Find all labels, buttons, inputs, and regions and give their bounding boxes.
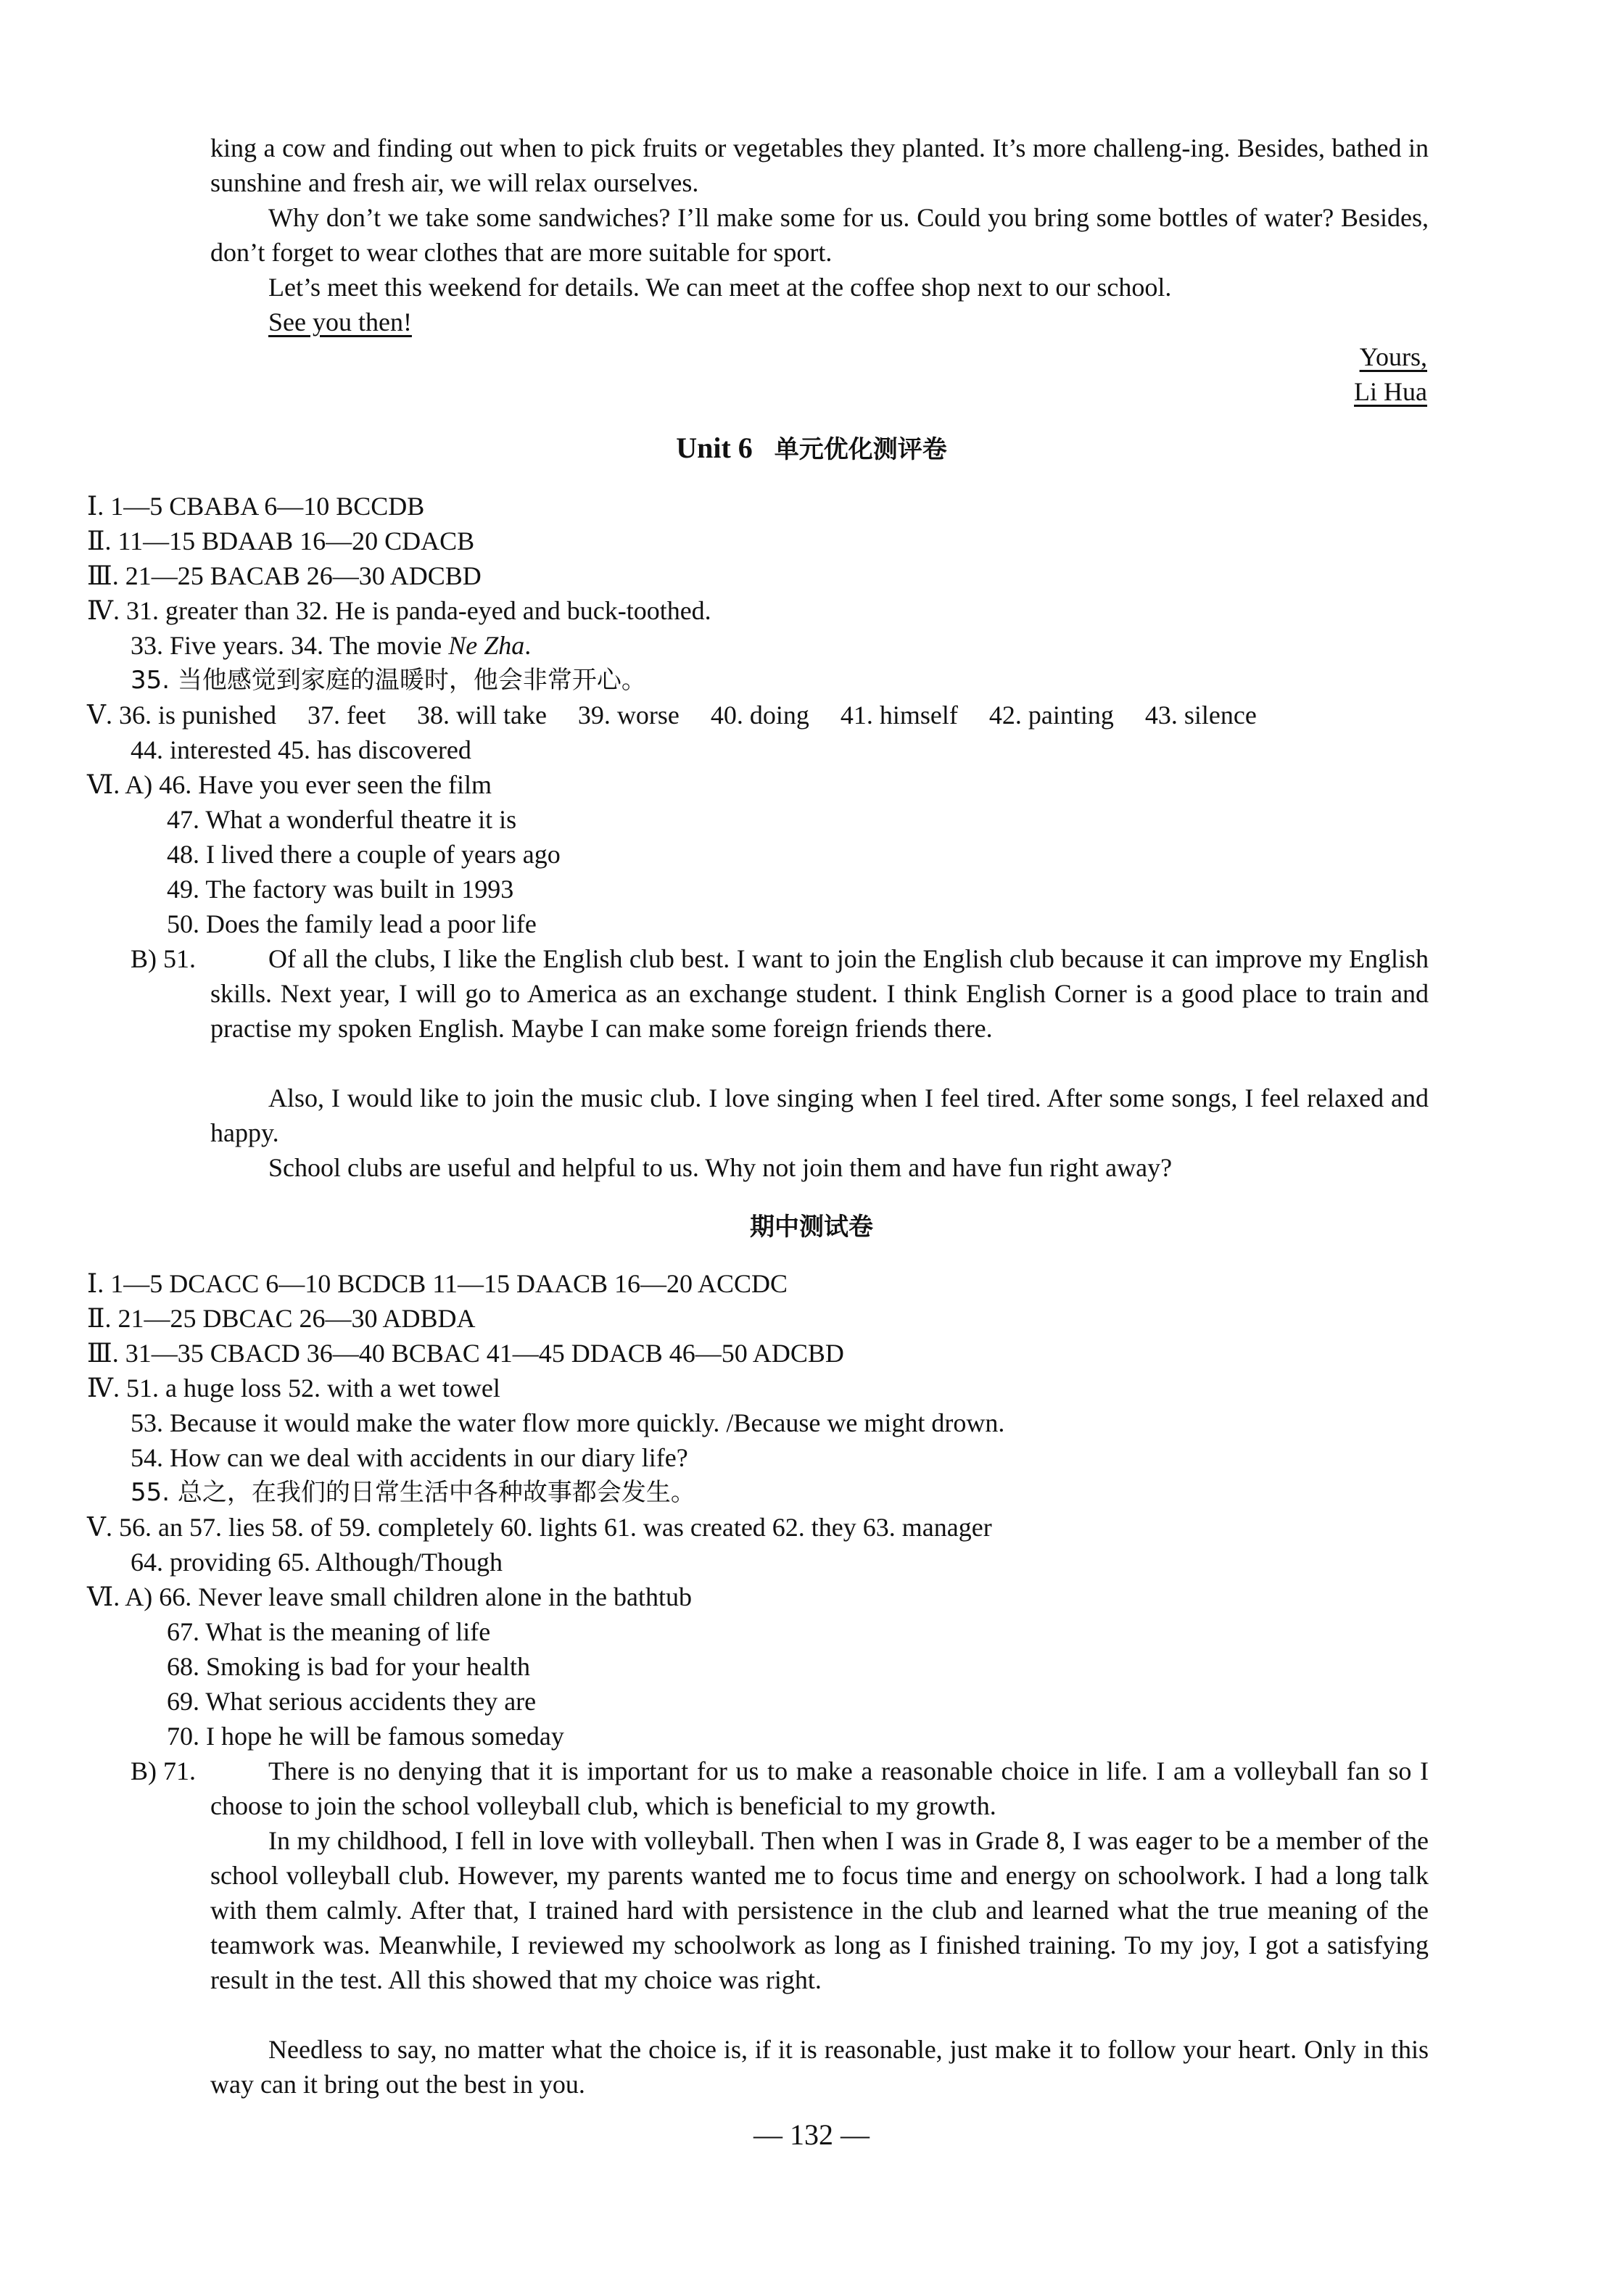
midterm-section-1: Ⅰ. 1—5 DCACC 6—10 BCDCB 11—15 DAACB 16—20 ACCDC <box>87 1269 788 1298</box>
midterm-section-2: Ⅱ. 21—25 DBCAC 26—30 ADBDA <box>87 1304 476 1333</box>
unit6-essay-paragraph-2: Also, I would like to join the music club. I love singing when I feel tired. After some songs, I feel relaxed and happy. <box>210 1083 1429 1147</box>
midterm-section-6a-66: Ⅵ. A) 66. Never leave small children alone in the bathtub <box>87 1582 692 1611</box>
unit6-section-3: Ⅲ. 21—25 BACAB 26—30 ADCBD <box>87 561 482 590</box>
unit6-essay-paragraph-3: School clubs are useful and helpful to us. Why not join them and have fun right away? <box>268 1153 1173 1182</box>
midterm-section-3: Ⅲ. 31—35 CBACD 36—40 BCBAC 41—45 DDACB 46—50 ADCBD <box>87 1339 844 1368</box>
unit6-heading <box>0 429 1623 465</box>
unit6-section-6b-label: B) 51. <box>131 944 196 973</box>
midterm-section-4-line3: 54. How can we deal with accidents in our diary life? <box>131 1443 688 1472</box>
unit6-section-6a-46: Ⅵ. A) 46. Have you ever seen the film <box>87 770 492 799</box>
unit6-title-en: Unit 6 <box>676 431 753 464</box>
midterm-section-5-line1: Ⅴ. 56. an 57. lies 58. of 59. completely 60. lights 61. was created 62. they 63. manager <box>87 1513 992 1542</box>
letter-closing: Yours, <box>1359 342 1427 371</box>
midterm-section-6a-69: 69. What serious accidents they are <box>167 1687 537 1716</box>
midterm-essay-paragraph-3: Needless to say, no matter what the choice is, if it is reasonable, just make it to follow your heart. Only in this way can it bring out the best in you. <box>210 2035 1429 2099</box>
unit6-section-5-line2: 44. interested 45. has discovered <box>131 735 471 764</box>
unit6-title-zh: 单元优化测评卷 <box>774 435 947 464</box>
midterm-title: 期中测试卷 <box>750 1213 873 1242</box>
unit6-section-4-line2: 33. Five years. 34. The movie Ne Zha. <box>131 631 532 660</box>
letter-paragraph-3: Let’s meet this weekend for details. We can meet at the coffee shop next to our school. <box>268 273 1172 302</box>
unit6-section-1: Ⅰ. 1—5 CBABA 6—10 BCCDB <box>87 492 425 521</box>
midterm-section-6a-68: 68. Smoking is bad for your health <box>167 1652 530 1681</box>
unit6-section-4-line1: Ⅳ. 31. greater than 32. He is panda-eyed and buck-toothed. <box>87 596 711 625</box>
midterm-essay-paragraph-1: There is no denying that it is important for us to make a reasonable choice in life. I am a volleyball fan so I choose to join the school volleyball club, which is beneficial to my growth. <box>210 1756 1429 1820</box>
midterm-section-6a-67: 67. What is the meaning of life <box>167 1617 491 1646</box>
unit6-section-2: Ⅱ. 11—15 BDAAB 16—20 CDACB <box>87 526 475 556</box>
letter-paragraph-2: Why don’t we take some sandwiches? I’ll make some for us. Could you bring some bottles of water? Besides, don’t forget to wear clothes that are more suitable for sport. <box>210 203 1429 267</box>
midterm-section-4-line2: 53. Because it would make the water flow more quickly. /Because we might drown. <box>131 1408 1005 1437</box>
midterm-section-6a-70: 70. I hope he will be famous someday <box>167 1722 564 1751</box>
letter-paragraph-1: king a cow and finding out when to pick fruits or vegetables they planted. It’s more challeng-ing. Besides, bathed in sunshine and fresh air, we will relax ourselves. <box>210 133 1429 197</box>
page-number: — 132 — <box>753 2118 870 2151</box>
letter-signature: Li Hua <box>1354 377 1427 406</box>
unit6-section-6a-50: 50. Does the family lead a poor life <box>167 909 537 938</box>
unit6-section-6a-48: 48. I lived there a couple of years ago <box>167 840 561 869</box>
midterm-section-5-line2: 64. providing 65. Although/Though <box>131 1548 503 1577</box>
unit6-section-5-line1: Ⅴ. 36. is punished 37. feet 38. will take 39. worse 40. doing 41. himself 42. painting 43. silence <box>87 701 1257 730</box>
midterm-heading <box>0 1207 1623 1242</box>
midterm-section-4-line4: 55. 总之，在我们的日常生活中各种故事都会发生。 <box>131 1478 695 1507</box>
unit6-section-4-line3: 35. 当他感觉到家庭的温暖时，他会非常开心。 <box>131 666 646 695</box>
unit6-section-6a-49: 49. The factory was built in 1993 <box>167 875 514 904</box>
letter-see-you: See you then! <box>268 307 412 336</box>
midterm-essay-paragraph-2: In my childhood, I fell in love with volleyball. Then when I was in Grade 8, I was eager to be a member of the school volleyball club. However, my parents wanted me to focus time and energy on schoolwork. I had a long talk with them calmly. After that, I trained hard with persistence in the club and learned what the true meaning of the teamwork was. Meanwhile, I reviewed my schoolwork as long as I finished training. To my joy, I got a satisfying result in the test. All this showed that my choice was right. <box>210 1826 1429 1994</box>
unit6-essay-paragraph-1: Of all the clubs, I like the English club best. I want to join the English club because it can improve my English skills. Next year, I will go to America as an exchange student. I think English Corner is a good place to train and practise my spoken English. Maybe I can make some foreign friends there. <box>210 944 1429 1043</box>
unit6-section-6a-47: 47. What a wonderful theatre it is <box>167 805 517 834</box>
midterm-section-6b-label: B) 71. <box>131 1756 196 1785</box>
midterm-section-4-line1: Ⅳ. 51. a huge loss 52. with a wet towel <box>87 1374 500 1403</box>
